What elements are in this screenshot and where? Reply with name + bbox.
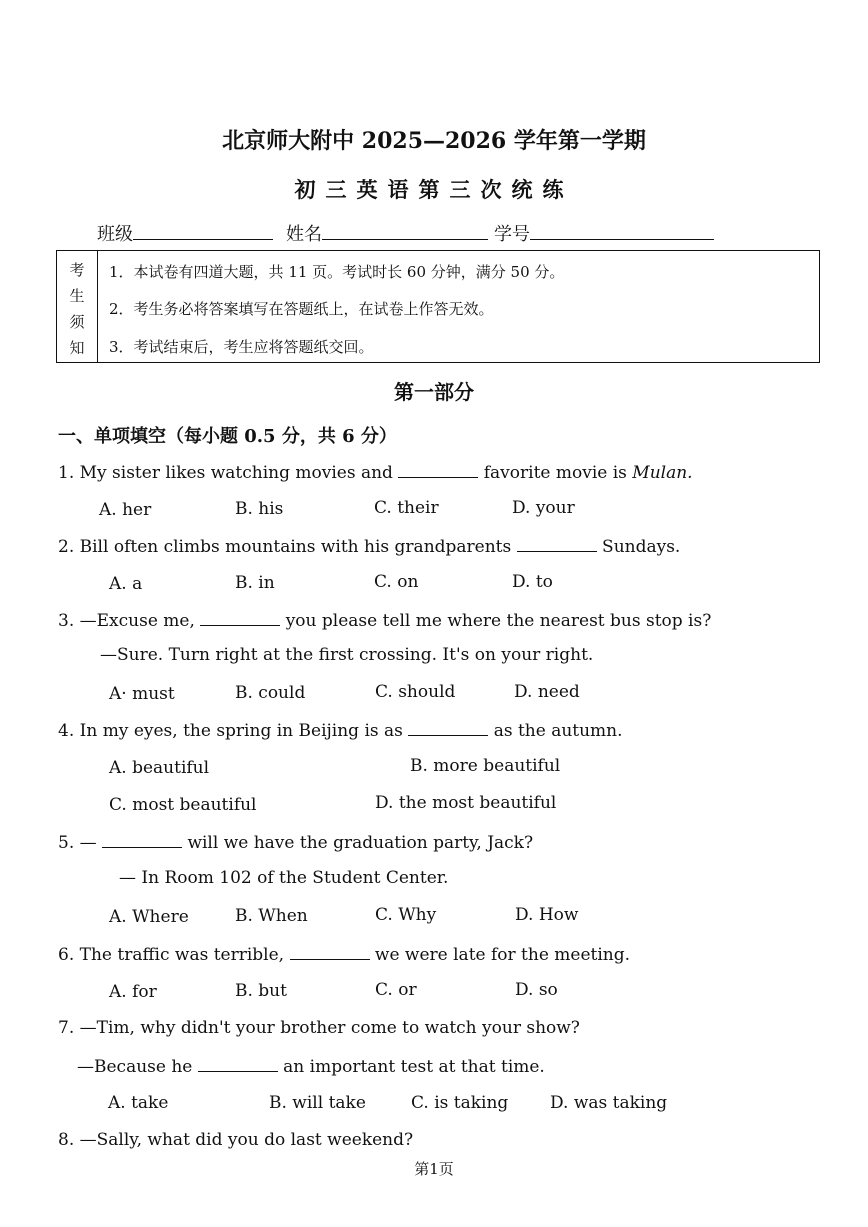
question-text: will we have the graduation party, Jack? xyxy=(187,833,534,853)
option: C. Why xyxy=(375,905,437,925)
option: C. on xyxy=(374,572,419,592)
notice-side-char: 知 xyxy=(69,339,85,357)
notice-box xyxy=(56,250,820,363)
option: A. take xyxy=(108,1093,169,1113)
notice-rule: 3．考试结束后，考生应将答题纸交回。 xyxy=(109,338,374,356)
id-label: 学号 xyxy=(494,224,530,245)
answer-blank xyxy=(102,831,182,848)
exam-title: 初三英语第三次统练 xyxy=(294,177,574,202)
class-field xyxy=(97,220,273,246)
option: A· must xyxy=(109,684,175,704)
option: C. should xyxy=(375,682,456,702)
option: D. the most beautiful xyxy=(375,793,557,813)
question-text: 5. — xyxy=(58,833,97,853)
question-text: 6. The traffic was terrible, xyxy=(58,945,285,965)
option: B. but xyxy=(235,981,287,1001)
option: B. will take xyxy=(269,1093,366,1113)
question-text: we were late for the meeting. xyxy=(374,945,631,965)
option: A. beautiful xyxy=(109,758,210,778)
question-text: as the autumn. xyxy=(493,721,623,741)
class-label: 班级 xyxy=(97,224,133,245)
question-reply xyxy=(77,1055,545,1077)
answer-blank xyxy=(290,943,370,960)
question-text: an important test at that time. xyxy=(283,1057,545,1077)
option: A. for xyxy=(109,982,157,1002)
option: C. or xyxy=(375,980,417,1000)
section-title: 第一部分 xyxy=(394,380,474,404)
option: D. your xyxy=(512,498,575,518)
notice-side-char: 考 xyxy=(69,261,85,279)
option: D. to xyxy=(512,572,553,592)
question-7: 7. —Tim, why didn't your brother come to watch your show? xyxy=(58,1018,580,1038)
question-text: you please tell me where the nearest bus stop is? xyxy=(285,611,712,631)
question-reply: — In Room 102 of the Student Center. xyxy=(119,868,449,888)
answer-blank xyxy=(398,461,478,478)
name-label: 姓名 xyxy=(286,224,322,245)
question-4 xyxy=(58,719,623,741)
option: D. How xyxy=(515,905,579,925)
question-6 xyxy=(58,943,630,965)
question-text: —Because he xyxy=(77,1057,193,1077)
option: B. could xyxy=(235,683,306,703)
option: A. her xyxy=(99,500,152,520)
question-5 xyxy=(58,831,533,853)
option: B. more beautiful xyxy=(410,756,561,776)
option: B. in xyxy=(235,573,275,593)
option: A. Where xyxy=(109,907,189,927)
notice-side-char: 生 xyxy=(69,287,85,305)
option: C. most beautiful xyxy=(109,795,257,815)
notice-rule: 1．本试卷有四道大题，共 11 页。考试时长 60 分钟，满分 50 分。 xyxy=(109,263,565,281)
question-8: 8. —Sally, what did you do last weekend? xyxy=(58,1130,414,1150)
question-text: Sundays. xyxy=(602,537,681,557)
option: C. their xyxy=(374,498,439,518)
question-3 xyxy=(58,609,711,631)
movie-title: Mulan. xyxy=(632,463,693,483)
name-field xyxy=(286,220,488,246)
answer-blank xyxy=(408,719,488,736)
id-blank xyxy=(530,223,714,240)
notice-side xyxy=(57,251,98,362)
question-reply: —Sure. Turn right at the first crossing. It's on your right. xyxy=(100,645,594,665)
answer-blank xyxy=(517,535,597,552)
answer-blank xyxy=(198,1055,278,1072)
answer-blank xyxy=(200,609,280,626)
option: C. is taking xyxy=(411,1093,509,1113)
question-text: 3. —Excuse me, xyxy=(58,611,195,631)
id-field xyxy=(494,220,714,246)
option: D. so xyxy=(515,980,558,1000)
option: D. need xyxy=(514,682,580,702)
page-number: 第1页 xyxy=(414,1160,454,1178)
question-text: favorite movie is xyxy=(483,463,627,483)
option: B. When xyxy=(235,906,308,926)
question-text: 1. My sister likes watching movies and xyxy=(58,463,393,483)
notice-rule: 2．考生务必将答案填写在答题纸上，在试卷上作答无效。 xyxy=(109,300,494,318)
option: B. his xyxy=(235,499,284,519)
part-title: 一、单项填空（每小题 0.5 分，共 6 分） xyxy=(58,426,397,447)
notice-side-char: 须 xyxy=(69,313,85,331)
option: D. was taking xyxy=(550,1093,668,1113)
class-blank xyxy=(133,223,273,240)
question-1 xyxy=(58,461,693,483)
question-text: 2. Bill often climbs mountains with his grandparents xyxy=(58,537,512,557)
question-2 xyxy=(58,535,680,557)
option: A. a xyxy=(109,574,143,594)
question-text: 4. In my eyes, the spring in Beijing is as xyxy=(58,721,403,741)
school-title: 北京师大附中 2025—2026 学年第一学期 xyxy=(222,128,646,154)
name-blank xyxy=(322,223,488,240)
